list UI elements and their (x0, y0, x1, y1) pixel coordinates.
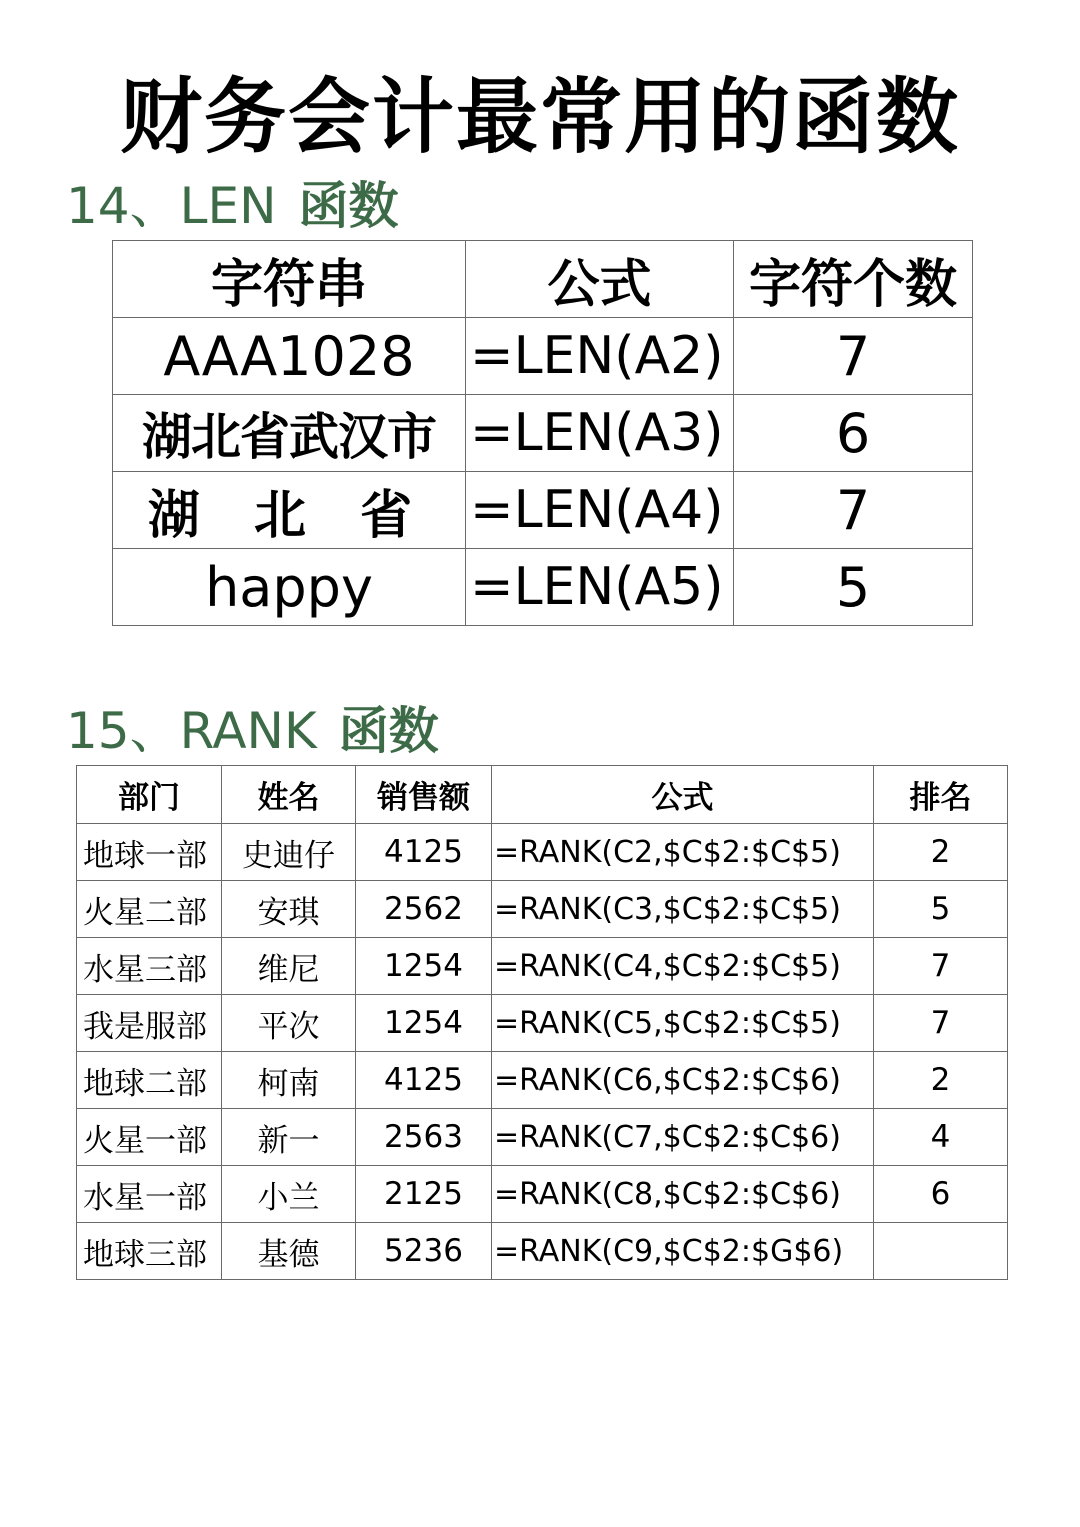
formula-cell: =RANK(C8,$C$2:$C$6) (492, 1166, 874, 1223)
name-cell: 小兰 (222, 1166, 356, 1223)
section-suffix: 函数 (338, 702, 439, 760)
section-heading-len (66, 176, 398, 236)
section-function-name: LEN (179, 177, 277, 235)
section-heading-rank (66, 701, 439, 761)
table-row (113, 318, 973, 395)
department-cell: 地球二部 (77, 1052, 222, 1109)
department-cell: 火星一部 (77, 1109, 222, 1166)
column-header-char-count: 字符个数 (734, 241, 973, 318)
table-row (77, 1166, 1008, 1223)
formula-cell: =RANK(C4,$C$2:$C$5) (492, 938, 874, 995)
count-cell: 7 (734, 318, 973, 395)
sales-cell: 2563 (356, 1109, 492, 1166)
string-cell: AAA1028 (113, 318, 466, 395)
rank-cell: 7 (874, 938, 1008, 995)
table-row (77, 1109, 1008, 1166)
formula-cell: =RANK(C3,$C$2:$C$5) (492, 881, 874, 938)
formula-cell: =RANK(C2,$C$2:$C$5) (492, 824, 874, 881)
sales-cell: 4125 (356, 824, 492, 881)
column-header-formula: 公式 (492, 766, 874, 824)
count-cell: 6 (734, 395, 973, 472)
page-title: 财务会计最常用的函数 (119, 70, 960, 165)
rank-cell: 7 (874, 995, 1008, 1052)
formula-cell: =LEN(A3) (466, 395, 734, 472)
section-suffix: 函数 (298, 177, 399, 235)
rank-cell: 2 (874, 824, 1008, 881)
formula-cell: =RANK(C7,$C$2:$C$6) (492, 1109, 874, 1166)
formula-cell: =LEN(A4) (466, 472, 734, 549)
table-row (77, 1052, 1008, 1109)
name-cell: 柯南 (222, 1052, 356, 1109)
column-header-department: 部门 (77, 766, 222, 824)
count-cell: 7 (734, 472, 973, 549)
formula-cell: =RANK(C9,$C$2:$G$6) (492, 1223, 874, 1280)
table-row (113, 395, 973, 472)
name-cell: 平次 (222, 995, 356, 1052)
sales-cell: 5236 (356, 1223, 492, 1280)
section-number: 14、 (66, 177, 180, 235)
name-cell: 维尼 (222, 938, 356, 995)
sales-cell: 1254 (356, 938, 492, 995)
table-header-row (77, 766, 1008, 824)
rank-cell: 4 (874, 1109, 1008, 1166)
department-cell: 地球一部 (77, 824, 222, 881)
name-cell: 安琪 (222, 881, 356, 938)
formula-cell: =RANK(C6,$C$2:$C$6) (492, 1052, 874, 1109)
table-row (77, 1223, 1008, 1280)
table-header-row (113, 241, 973, 318)
sales-cell: 4125 (356, 1052, 492, 1109)
sales-cell: 2562 (356, 881, 492, 938)
column-header-formula: 公式 (466, 241, 734, 318)
count-cell: 5 (734, 549, 973, 626)
name-cell: 新一 (222, 1109, 356, 1166)
table-row (113, 472, 973, 549)
column-header-sales: 销售额 (356, 766, 492, 824)
name-cell: 史迪仔 (222, 824, 356, 881)
column-header-rank: 排名 (874, 766, 1008, 824)
rank-cell (874, 1223, 1008, 1280)
table-row (77, 824, 1008, 881)
column-header-string: 字符串 (113, 241, 466, 318)
formula-cell: =RANK(C5,$C$2:$C$5) (492, 995, 874, 1052)
string-cell: 湖北省武汉市 (113, 395, 466, 472)
string-cell: happy (113, 549, 466, 626)
sales-cell: 2125 (356, 1166, 492, 1223)
section-function-name: RANK (179, 702, 317, 760)
table-row (77, 881, 1008, 938)
rank-function-table (76, 765, 1008, 1280)
name-cell: 基德 (222, 1223, 356, 1280)
formula-cell: =LEN(A2) (466, 318, 734, 395)
rank-cell: 2 (874, 1052, 1008, 1109)
rank-cell: 5 (874, 881, 1008, 938)
sales-cell: 1254 (356, 995, 492, 1052)
len-function-table (112, 240, 973, 626)
department-cell: 水星三部 (77, 938, 222, 995)
formula-cell: =LEN(A5) (466, 549, 734, 626)
section-number: 15、 (66, 702, 180, 760)
department-cell: 水星一部 (77, 1166, 222, 1223)
table-row (113, 549, 973, 626)
column-header-name: 姓名 (222, 766, 356, 824)
rank-cell: 6 (874, 1166, 1008, 1223)
department-cell: 我是服部 (77, 995, 222, 1052)
string-cell: 湖 北 省 (113, 472, 466, 549)
department-cell: 地球三部 (77, 1223, 222, 1280)
table-row (77, 995, 1008, 1052)
department-cell: 火星二部 (77, 881, 222, 938)
table-row (77, 938, 1008, 995)
